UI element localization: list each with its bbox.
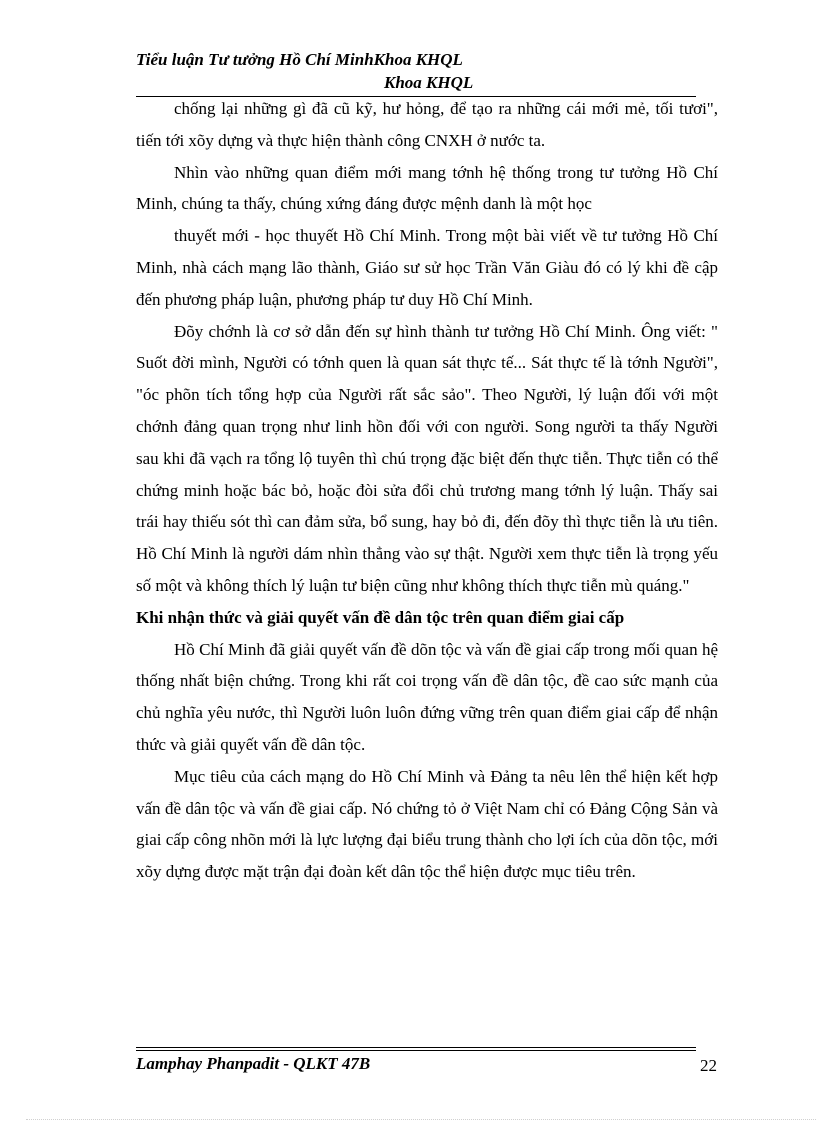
text-line: trên quan điểm giai cấp để nhận thức và giải quyết vấn đề dân tộc. bbox=[136, 703, 719, 754]
text-line: với con người. Song người ta thấy Người sau khi đã vạch ra tổng lộ tuyên bbox=[136, 416, 718, 468]
text-line: mối quan hệ thống nhất biện chứng. Trong khi rất coi trọng vấn đề dân tộc, bbox=[136, 639, 719, 691]
text-line: tộc thể hiện được mục tiêu trên. bbox=[419, 862, 636, 882]
text-line: bỏ, hoặc đòi sửa đổi chủ trương mang tớnh lý luận. Thấy sai trái hay thiếu bbox=[136, 480, 719, 532]
text-line: thì chú trọng đặc biệt đến thực tiễn. Thực tiễn có thể chứng minh hoặc bác bbox=[136, 448, 719, 500]
text-line: thuyết mới - học thuyết Hồ Chí Minh. Trong một bài viết về tư tưởng bbox=[174, 226, 662, 246]
text-line: Đảng Cộng Sản và giai cấp công nhõn mới là lực lượng đại biểu trung bbox=[136, 798, 718, 850]
text-line: sót thì can đảm sửa, bổ sung, hay bỏ đi, đến đõy thì thực tiễn là ưu tiên. Hồ bbox=[136, 512, 719, 564]
page-number: 22 bbox=[700, 1056, 717, 1075]
text-line: tiễn mù quáng." bbox=[581, 575, 690, 595]
text-line: trọng yếu số một và không thích lý luận tư biện cũng như không thích thực bbox=[136, 544, 718, 595]
text-line: kết hợp vấn đề dân tộc và vấn đề giai cấp. Nó chứng tỏ ở Việt Nam chỉ có bbox=[136, 766, 718, 818]
footer-author: Lamphay Phanpadit - QLKT 47B bbox=[136, 1054, 371, 1073]
text-line: Đõy chớnh là cơ sở dẫn đến sự hình thành tư tưởng Hồ Chí Minh. bbox=[174, 321, 636, 341]
text-line: Chí Minh là người dám nhìn thẳng vào sự thật. Người xem thực tiễn là bbox=[161, 544, 649, 564]
running-header-title: Tiểu luận Tư tưởng Hồ Chí MinhKhoa KHQL bbox=[136, 50, 463, 69]
text-line: Khi nhận thức và giải quyết vấn đề dân tộc trên quan điểm giai cấp bbox=[136, 607, 625, 627]
page-edge bbox=[26, 1119, 816, 1120]
paragraph bbox=[136, 761, 718, 888]
running-header-subtitle: Khoa KHQL bbox=[384, 73, 474, 92]
paragraph bbox=[136, 634, 718, 761]
text-line: Hồ Chí Minh đã giải quyết vấn đề dõn tộc và vấn đề giai cấp trong bbox=[174, 639, 630, 659]
text-line: Nhìn vào những quan điểm mới mang tớnh hệ thống trong tư tưởng bbox=[174, 162, 660, 182]
text-line: chống lại những gì đã cũ kỹ, hư hỏng, để tạo ra những cái mới mẻ, tối bbox=[174, 99, 674, 118]
text-line: có lý khi đề cập đến phương pháp luận, phương pháp tư duy Hồ Chí Minh. bbox=[136, 257, 718, 309]
paragraph bbox=[136, 316, 718, 602]
text-line: đề cao sức mạnh của chủ nghĩa yêu nước, thì Người luôn luôn đứng vững bbox=[136, 671, 719, 723]
body-text bbox=[136, 93, 718, 888]
text-line: Mục tiêu của cách mạng do Hồ Chí Minh và Đảng ta nêu lên thể hiện bbox=[174, 766, 661, 786]
paragraph bbox=[136, 157, 718, 221]
text-line: Hồ Chí Minh, nhà cách mạng lão thành, Giáo sư sử học Trần Văn Giàu đó bbox=[136, 226, 719, 277]
text-line: thành cho lợi ích của dõn tộc, mới xõy dựng được mặt trận đại đoàn kết dân bbox=[136, 830, 718, 882]
footer-rule-top bbox=[136, 1047, 696, 1048]
footer-rule-bottom bbox=[136, 1050, 696, 1051]
text-line: Ông viết: " Suốt đời mình, Người có tớnh quen là quan sát thực tế... Sát bbox=[136, 321, 718, 373]
text-line: Theo Người, lý luận đối với một chớnh đảng quan trọng như linh hồn đối bbox=[136, 385, 718, 436]
text-line: Hồ Chí Minh, chúng ta thấy, chúng xứng đáng được mệnh danh là một học bbox=[136, 162, 719, 214]
text-line: thực tế là tớnh Người", "óc phõn tích tổng hợp của Người rất sắc sảo". bbox=[136, 353, 718, 405]
text-line: tươi", tiến tới xõy dựng và thực hiện thành công CNXH ở nước ta. bbox=[136, 99, 718, 150]
section-heading bbox=[136, 602, 718, 634]
paragraph bbox=[136, 93, 718, 157]
paragraph bbox=[136, 220, 718, 315]
